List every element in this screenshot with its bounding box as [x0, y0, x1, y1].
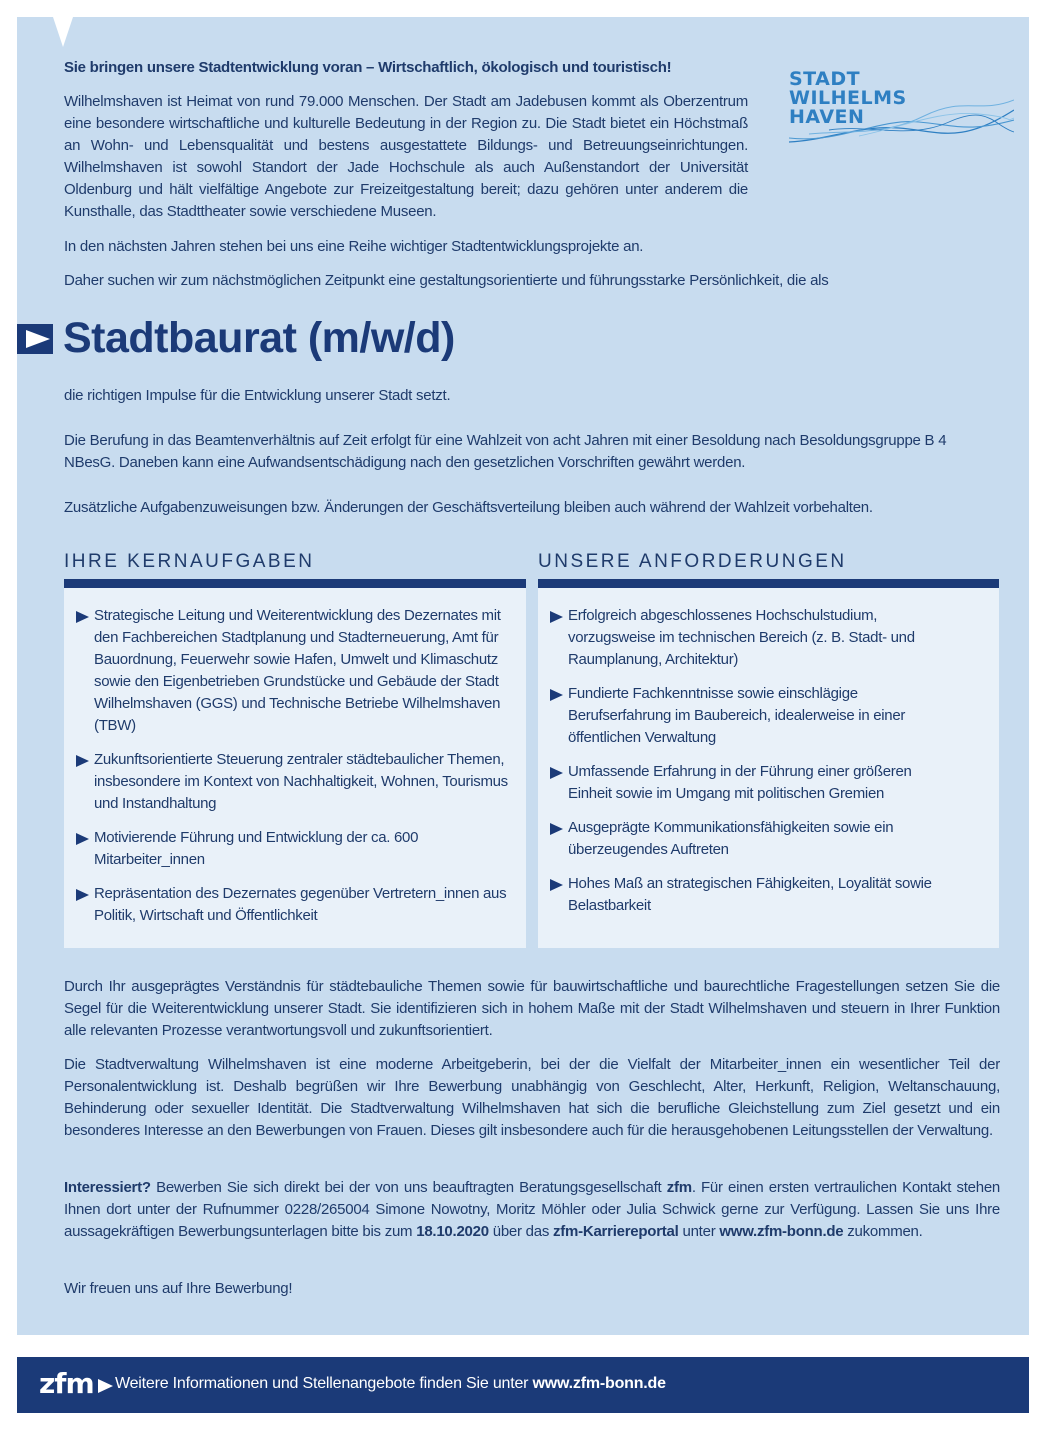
bullet-arrow-icon [550, 879, 563, 891]
closing-line: Wir freuen uns auf Ihre Bewerbung! [64, 1280, 293, 1297]
appointment-paragraph: Die Berufung in das Beamtenverhältnis auf Zeit erfolgt für eine Wahlzeit von acht Jahren mit einer Besoldung nach Besoldungsgruppe B 4 NBesG. Daneben kann eine Aufwandsentschädigung nach den gesetzlichen Vorschriften gewährt werden. [64, 432, 947, 471]
footer-bar [17, 1357, 1029, 1413]
job-title: Stadtbaurat (m/w/d) [63, 314, 455, 362]
tasks-list [64, 605, 514, 939]
contact-text-2: . Für einen ersten vertraulichen Kontakt stehen Ihnen dort unter der Rufnummer 0228/265004 Simone Nowotny, Moritz Möhler oder Julia Schwick gerne zur Verfügung. Lassen Sie uns Ihre aussagekräftigen Bewerbungsunterlagen bitte bis zum [64, 1179, 1001, 1240]
contact-portal-link[interactable]: zfm-Karriereportal [553, 1223, 679, 1240]
list-item-text: Repräsentation des Dezernates gegenüber Vertretern_innen aus Politik, Wirtschaft und Öffentlichkeit [94, 885, 507, 924]
footer-text [115, 1375, 666, 1393]
bullet-arrow-icon [76, 889, 89, 901]
requirements-heading: UNSERE ANFORDERUNGEN [538, 551, 847, 572]
contact-company: zfm [666, 1179, 692, 1196]
contact-paragraph [64, 1177, 1000, 1243]
bullet-arrow-icon [76, 611, 89, 623]
logo-line-1: STADT [789, 68, 861, 90]
search-paragraph: Daher suchen wir zum nächstmöglichen Zeitpunkt eine gestaltungsorientierte und führungsstarke Persönlichkeit, die als [64, 272, 829, 289]
logo-line-2: WILHELMS [789, 87, 907, 109]
list-item-text: Ausgeprägte Kommunikationsfähigkeiten sowie ein überzeugendes Auftreten [568, 819, 894, 858]
requirements-heading-bar [538, 579, 999, 588]
impulse-paragraph: die richtigen Impulse für die Entwicklung unserer Stadt setzt. [64, 387, 451, 404]
title-arrow-icon [17, 324, 53, 354]
diversity-paragraph: Die Stadtverwaltung Wilhelmshaven ist eine moderne Arbeitgeberin, bei der die Vielfalt der Mitarbeiter_innen ein wesentlicher Teil der Personalentwicklung ist. Deshalb begrüßen wir Ihre Bewerbung unabhängig von Geschlecht, Alter, Herkunft, Religion, Weltanschauung, Behinderung oder sexueller Identität. Die Stadtverwaltung Wilhelmshaven hat sich die berufliche Gleichstellung zum Ziel gesetzt und ein besonderes Interesse an den Bewerbungen von Frauen. Dieses gilt insbesondere auch für die herausgehobenen Leitungsstellen der Verwaltung. [64, 1056, 1000, 1139]
projects-paragraph: In den nächsten Jahren stehen bei uns eine Reihe wichtiger Stadtentwicklungsprojekte an. [64, 238, 644, 255]
tasks-heading-bar [64, 579, 526, 588]
list-item [64, 827, 514, 871]
list-item-text: Motivierende Führung und Entwicklung der ca. 600 Mitarbeiter_innen [94, 829, 419, 868]
list-item [538, 605, 958, 671]
bullet-arrow-icon [550, 611, 563, 623]
contact-url-link[interactable]: www.zfm-bonn.de [719, 1223, 844, 1240]
list-item-text: Hohes Maß an strategischen Fähigkeiten, Loyalität sowie Belastbarkeit [568, 875, 932, 914]
requirements-list [538, 605, 958, 929]
footer-url-link[interactable]: www.zfm-bonn.de [532, 1375, 666, 1392]
bullet-arrow-icon [550, 689, 563, 701]
intro-paragraph: Wilhelmshaven ist Heimat von rund 79.000 Menschen. Der Stadt am Jadebusen kommt als Oberzentrum eine besondere wirtschaftliche und kulturelle Bedeutung in der Region zu. Die Stadt bietet ein Höchstmaß an Wohn- und Lebensqualität und bestens ausgestattete Bildungs- und Betreuungseinrichtungen. Wilhelmshaven ist sowohl Standort der Jade Hochschule als auch Außenstandort der Universität Oldenburg und hält vielfältige Angebote zur Freizeitgestaltung bereit; dazu gehören unter anderem die Kunsthalle, das Stadttheater sowie verschiedene Museen. [64, 93, 748, 220]
zfm-logo: zfm [39, 1367, 94, 1400]
list-item [538, 873, 958, 917]
list-item-text: Umfassende Erfahrung in der Führung einer größeren Einheit sowie im Umgang mit politischen Gremien [568, 763, 912, 802]
bullet-arrow-icon [550, 823, 563, 835]
list-item-text: Erfolgreich abgeschlossenes Hochschulstudium, vorzugsweise im technischen Bereich (z. B. Stadt- und Raumplanung, Architektur) [568, 607, 915, 668]
zfm-arrow-icon [98, 1379, 113, 1393]
city-logo [789, 70, 1014, 160]
logo-line-3: HAVEN [789, 106, 865, 128]
contact-deadline: 18.10.2020 [416, 1223, 489, 1240]
list-item [64, 749, 514, 815]
list-item [538, 683, 958, 749]
list-item-text: Zukunftsorientierte Steuerung zentraler städtebaulicher Themen, insbesondere im Kontext von Nachhaltigkeit, Wohnen, Tourismus und Instandhaltung [94, 751, 508, 812]
list-item-text: Fundierte Fachkenntnisse sowie einschlägige Berufserfahrung im Baubereich, idealerweise in einer öffentlichen Verwaltung [568, 685, 906, 746]
list-item [538, 761, 958, 805]
list-item [64, 883, 514, 927]
bullet-arrow-icon [550, 767, 563, 779]
panel-notch [53, 17, 73, 47]
understanding-paragraph: Durch Ihr ausgeprägtes Verständnis für städtebauliche Themen sowie für bauwirtschaftliche und baurechtliche Fragestellungen setzen Sie die Segel für die Weiterentwicklung unserer Stadt. Sie identifizieren sich in hohem Maße mit der Stadt Wilhelmshaven und steuern in Ihrer Funktion alle relevanten Prozesse verantwortungsvoll und zukunftsorientiert. [64, 978, 1000, 1039]
headline: Sie bringen unsere Stadtentwicklung voran – Wirtschaftlich, ökologisch und touristisch! [64, 59, 672, 76]
bullet-arrow-icon [76, 833, 89, 845]
tasks-heading: IHRE KERNAUFGABEN [64, 551, 315, 572]
list-item-text: Strategische Leitung und Weiterentwicklung des Dezernates mit den Fachbereichen Stadtplanung und Stadterneuerung, Amt für Bauordnung, Feuerwehr sowie Hafen, Umwelt und Klimaschutz sowie den Eigenbetrieben Grundstücke und Gebäude der Stadt Wilhelmshaven (GGS) und Technische Betriebe Wilhelmshaven (TBW) [94, 607, 501, 734]
footer-info: Weitere Informationen und Stellenangebote finden Sie unter [115, 1375, 533, 1392]
contact-lead: Interessiert? [64, 1179, 151, 1196]
list-item [538, 817, 958, 861]
list-item [64, 605, 514, 737]
contact-text-5: zukommen. [843, 1223, 923, 1240]
bullet-arrow-icon [76, 755, 89, 767]
contact-text-3: über das [488, 1223, 554, 1240]
contact-text-4: unter [678, 1223, 720, 1240]
additional-paragraph: Zusätzliche Aufgabenzuweisungen bzw. Änderungen der Geschäftsverteilung bleiben auch während der Wahlzeit vorbehalten. [64, 499, 873, 516]
contact-text-1: Bewerben Sie sich direkt bei der von uns beauftragten Beratungsgesellschaft [150, 1179, 667, 1196]
